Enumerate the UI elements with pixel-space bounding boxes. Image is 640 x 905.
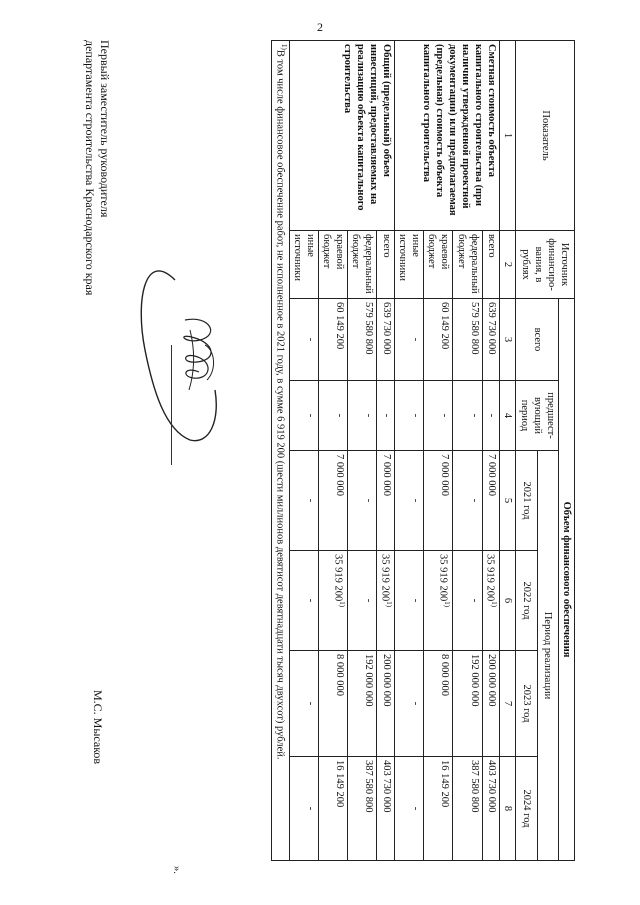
value-cell xyxy=(395,451,424,551)
value-text: 7 000 000 xyxy=(334,454,346,496)
footnote-reference: 1) xyxy=(443,601,452,608)
value-text: 387 580 800 xyxy=(468,760,480,813)
signature-stroke-line xyxy=(171,345,172,465)
footnote-cell xyxy=(272,41,290,861)
table-row xyxy=(482,41,500,861)
value-text: 579 580 800 xyxy=(468,302,480,355)
source-cell: краевой бюджет xyxy=(318,231,347,299)
value-cell xyxy=(453,651,482,757)
value-cell xyxy=(377,381,395,451)
footnote-mark: 1) xyxy=(279,44,288,50)
value-text: 7 000 000 xyxy=(439,454,451,496)
source-cell: иные источники xyxy=(395,231,424,299)
source-cell: федеральный бюджет xyxy=(453,231,482,299)
value-cell xyxy=(289,757,318,861)
value-cell xyxy=(482,651,500,757)
value-cell xyxy=(289,381,318,451)
value-cell xyxy=(318,551,347,651)
value-text: 192 000 000 xyxy=(468,654,480,707)
value-text: - xyxy=(410,337,422,342)
value-cell xyxy=(348,381,377,451)
value-text: - xyxy=(410,701,422,706)
value-text: 8 000 000 xyxy=(439,654,451,696)
value-cell xyxy=(453,451,482,551)
column-number: 8 xyxy=(500,757,516,861)
header-total: всего xyxy=(516,299,558,381)
value-cell xyxy=(289,551,318,651)
value-cell xyxy=(395,651,424,757)
value-cell xyxy=(453,757,482,861)
value-text: - xyxy=(304,806,316,811)
column-number: 4 xyxy=(500,381,516,451)
footnote-reference: 1) xyxy=(338,601,347,608)
value-text: 200 000 000 xyxy=(381,654,392,707)
footnote-row xyxy=(272,41,290,861)
header-year-2024: 2024 год xyxy=(516,757,537,861)
value-text: 7 000 000 xyxy=(381,454,392,496)
column-number: 2 xyxy=(500,231,516,299)
value-text: - xyxy=(410,498,422,503)
header-year-2022: 2022 год xyxy=(516,551,537,651)
value-cell xyxy=(424,651,453,757)
value-text: 579 580 800 xyxy=(363,302,375,355)
value-cell xyxy=(424,551,453,651)
value-text: 16 149 200 xyxy=(334,760,346,808)
value-text: - xyxy=(304,498,316,503)
value-text: 8 000 000 xyxy=(334,654,346,696)
column-number: 1 xyxy=(500,41,516,231)
value-cell xyxy=(318,381,347,451)
value-text: 192 000 000 xyxy=(363,654,375,707)
value-text: - xyxy=(363,598,375,603)
indicator-cell: Общий (предельный) объем инвестиций, предоставляемых на реализацию объекта капитального строительства xyxy=(289,41,394,231)
value-cell xyxy=(395,381,424,451)
header-previous-period: предшест-вующий период xyxy=(516,381,558,451)
source-cell: краевой бюджет xyxy=(424,231,453,299)
value-cell xyxy=(395,299,424,381)
value-text: - xyxy=(363,413,375,418)
value-text: 35 919 200 xyxy=(332,554,344,602)
value-text: 639 730 000 xyxy=(486,302,498,355)
value-text: - xyxy=(410,413,422,418)
header-row-1 xyxy=(558,41,574,861)
value-cell xyxy=(289,651,318,757)
header-year-2021: 2021 год xyxy=(516,451,537,551)
column-number-row xyxy=(500,41,516,861)
value-cell xyxy=(377,551,395,651)
header-indicator: Показатель xyxy=(516,41,575,231)
value-text: - xyxy=(468,598,480,603)
value-cell xyxy=(424,451,453,551)
value-text: - xyxy=(304,598,316,603)
value-cell xyxy=(318,651,347,757)
value-cell xyxy=(348,451,377,551)
header-year-2023: 2023 год xyxy=(516,651,537,757)
value-cell xyxy=(453,551,482,651)
signature-position xyxy=(82,40,112,295)
value-text: - xyxy=(486,413,498,418)
value-cell xyxy=(377,451,395,551)
value-cell xyxy=(348,551,377,651)
value-text: 387 580 800 xyxy=(363,760,375,813)
value-text: 35 919 200 xyxy=(438,554,449,602)
value-text: 200 000 000 xyxy=(486,654,498,707)
value-text: 639 730 000 xyxy=(381,302,392,355)
value-cell xyxy=(348,299,377,381)
footnote-text: В том числе финансовое обеспечение работ, не исполненное в 2021 году, в сумме 6 919 200 (шести миллионов девятисот девятнадцати тысяч двухсот) рублей. xyxy=(274,49,286,760)
header-implementation-period: Период реализации xyxy=(537,451,558,861)
signature-position-line: Первый заместитель руководителя xyxy=(98,40,112,218)
value-text: 403 730 000 xyxy=(486,760,498,813)
financing-table xyxy=(271,40,575,861)
footnote-reference: 1) xyxy=(490,601,499,608)
header-source: Источник финансиро-вания, в рублях xyxy=(516,231,575,299)
value-cell xyxy=(482,551,500,651)
value-cell xyxy=(289,299,318,381)
value-text: 60 149 200 xyxy=(334,302,346,350)
value-text: - xyxy=(304,413,316,418)
value-text: 7 000 000 xyxy=(486,454,498,496)
table-row xyxy=(377,41,395,861)
closing-quote-mark: ». xyxy=(171,866,182,874)
value-text: - xyxy=(410,806,422,811)
value-cell xyxy=(348,757,377,861)
value-cell xyxy=(318,299,347,381)
value-text: 403 730 000 xyxy=(381,760,392,813)
value-text: - xyxy=(410,598,422,603)
value-text: 35 919 200 xyxy=(484,554,496,602)
header-financing-volume: Объем финансового обеспечения xyxy=(558,299,574,861)
source-cell: федеральный бюджет xyxy=(348,231,377,299)
value-text: - xyxy=(468,498,480,503)
value-text: - xyxy=(381,413,392,418)
value-cell xyxy=(482,299,500,381)
value-cell xyxy=(424,381,453,451)
value-cell xyxy=(377,651,395,757)
value-cell xyxy=(348,651,377,757)
value-text: - xyxy=(468,413,480,418)
value-text: 16 149 200 xyxy=(439,760,451,808)
value-cell xyxy=(482,381,500,451)
column-number: 7 xyxy=(500,651,516,757)
value-cell xyxy=(289,451,318,551)
value-text: - xyxy=(363,498,375,503)
indicator-cell: Сметная стоимость объекта капитального строительства (при наличии утвержденной проектной документации) или предполагаемая (предельная) стоимость объекта капитального строительства xyxy=(395,41,500,231)
signatory-name: М.С. Мысаков xyxy=(91,690,105,765)
value-text: - xyxy=(439,413,451,418)
value-text: - xyxy=(304,701,316,706)
value-cell xyxy=(377,757,395,861)
column-number: 6 xyxy=(500,551,516,651)
value-cell xyxy=(453,299,482,381)
value-cell xyxy=(482,757,500,861)
value-cell xyxy=(377,299,395,381)
value-text: 60 149 200 xyxy=(439,302,451,350)
handwritten-signature-icon xyxy=(135,240,245,470)
value-cell xyxy=(395,551,424,651)
value-cell xyxy=(318,757,347,861)
source-cell: всего xyxy=(377,231,395,299)
column-number: 5 xyxy=(500,451,516,551)
value-cell xyxy=(453,381,482,451)
value-cell xyxy=(482,451,500,551)
value-text: 35 919 200 xyxy=(379,554,391,602)
value-text: - xyxy=(304,337,316,342)
source-cell: иные источники xyxy=(289,231,318,299)
value-text: - xyxy=(334,413,346,418)
column-number: 3 xyxy=(500,299,516,381)
signature-position-line: департамента строительства Краснодарского края xyxy=(83,40,97,296)
value-cell xyxy=(318,451,347,551)
footnote-reference: 1) xyxy=(385,601,393,608)
page-number: 2 xyxy=(317,20,323,34)
value-cell xyxy=(424,757,453,861)
source-cell: всего xyxy=(482,231,500,299)
value-cell xyxy=(424,299,453,381)
value-cell xyxy=(395,757,424,861)
